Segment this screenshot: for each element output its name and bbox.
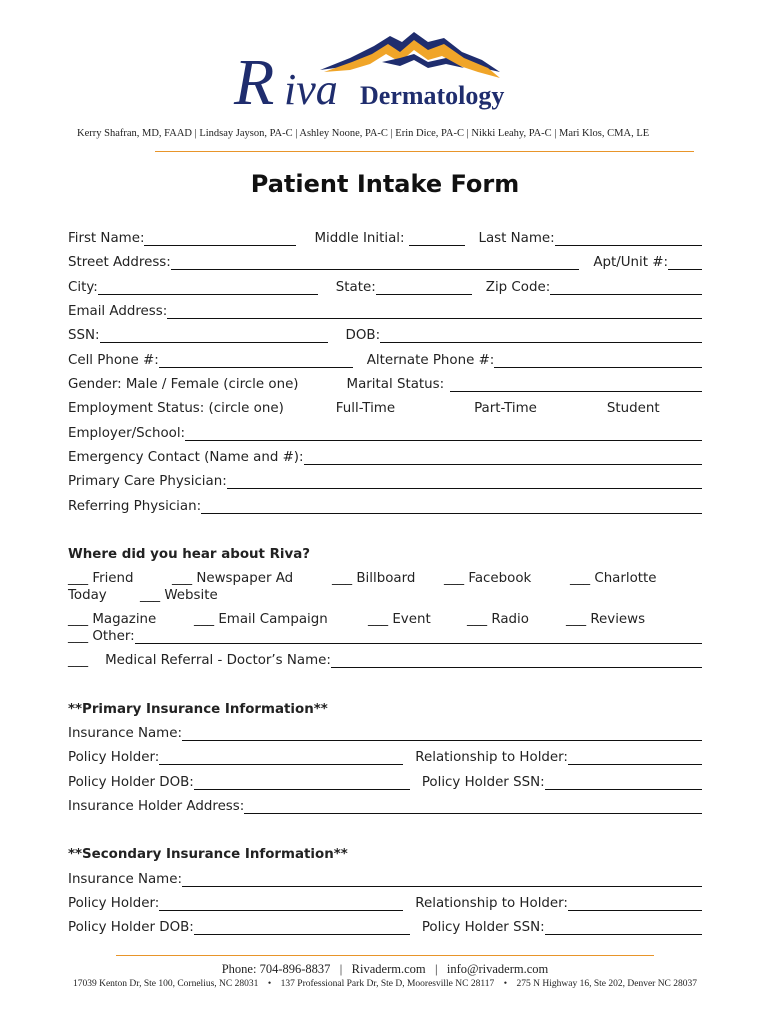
option-radio[interactable]: ___ Radio [467,612,529,627]
referring-row [68,498,702,516]
middle-initial-label: Middle Initial: [314,231,405,246]
secondary-holder-dob-field[interactable] [194,920,410,935]
secondary-holder-ssn-field[interactable] [545,920,702,935]
other-row [68,628,702,646]
primary-holder-dob-label: Policy Holder DOB: [68,775,194,790]
email-field[interactable] [167,304,702,319]
option-magazine[interactable]: ___ Magazine [68,612,157,627]
logo-script-iva: iva [284,65,338,114]
name-row [68,230,702,248]
last-name-field[interactable] [555,231,702,246]
referring-physician-field[interactable] [201,499,702,514]
secondary-holder-dob-row [68,919,702,937]
cell-phone-field[interactable] [159,353,353,368]
primary-policy-holder-row [68,749,702,767]
option-medical-referral[interactable]: ___ Medical Referral - Doctor’s Name: [68,653,331,668]
emergency-contact-label: Emergency Contact (Name and #): [68,450,304,465]
zip-field[interactable] [550,280,702,295]
logo-word: Dermatology [360,81,505,110]
footer-contact: Phone: 704-896-8837 | Rivaderm.com | info@rivaderm.com [221,962,549,976]
part-time-option[interactable]: Part-Time [474,401,537,416]
medical-referral-field[interactable] [331,653,702,668]
secondary-policy-holder-field[interactable] [159,896,403,911]
option-facebook[interactable]: ___ Facebook [444,571,532,586]
secondary-relationship-label: Relationship to Holder: [415,896,568,911]
employment-row [68,400,702,418]
option-email-campaign[interactable]: ___ Email Campaign [194,612,328,627]
primary-policy-holder-label: Policy Holder: [68,750,160,765]
employer-row [68,425,702,443]
ssn-label: SSN: [68,328,100,343]
option-newspaper-ad[interactable]: ___ Newspaper Ad [172,571,294,586]
city-label: City: [68,280,98,295]
footer-divider [116,955,654,956]
employer-school-label: Employer/School: [68,426,186,441]
primary-care-field[interactable] [227,474,702,489]
full-time-option[interactable]: Full-Time [335,401,396,416]
secondary-holder-ssn-label: Policy Holder SSN: [421,920,545,935]
form-title: Patient Intake Form [250,170,520,198]
dob-field[interactable] [380,328,702,343]
secondary-policy-holder-row [68,895,702,913]
secondary-holder-dob-label: Policy Holder DOB: [68,920,194,935]
street-address-label: Street Address: [68,255,171,270]
header-divider [155,151,694,152]
alt-phone-field[interactable] [494,353,702,368]
primary-holder-dob-field[interactable] [194,775,410,790]
option-charlotte-today[interactable]: ___ Charlotte [570,571,657,586]
student-option[interactable]: Student [606,401,660,416]
email-label: Email Address: [68,304,168,319]
primary-holder-address-label: Insurance Holder Address: [68,799,245,814]
email-row [68,303,702,321]
city-field[interactable] [98,280,318,295]
primary-relationship-label: Relationship to Holder: [415,750,568,765]
last-name-label: Last Name: [478,231,555,246]
option-billboard[interactable]: ___ Billboard [332,571,416,586]
gender-label[interactable]: Gender: Male / Female (circle one) [68,377,299,392]
alt-phone-label: Alternate Phone #: [366,353,495,368]
zip-label: Zip Code: [485,280,551,295]
option-website[interactable]: ___ Website [140,588,218,603]
state-label: State: [335,280,376,295]
marital-status-label: Marital Status: [346,377,445,392]
option-charlotte-today-cont: Today [68,588,107,603]
cell-phone-label: Cell Phone #: [68,353,159,368]
primary-insurance-name-label: Insurance Name: [68,726,182,741]
apt-unit-field[interactable] [668,255,702,270]
primary-holder-ssn-field[interactable] [545,775,702,790]
emergency-contact-field[interactable] [304,450,702,465]
footer-addresses: 17039 Kenton Dr, Ste 100, Cornelius, NC 28031 • 137 Professional Park Dr, Ste D, Mooresville NC 28117 • 275 N Highway 16, Ste 202, Denver NC 28037 [72,979,698,989]
ssn-field[interactable] [100,328,328,343]
staff-list [77,127,697,141]
apt-unit-label: Apt/Unit #: [593,255,668,270]
primary-insurance-name-field[interactable] [182,726,702,741]
option-other[interactable]: ___ Other: [68,629,135,644]
phone-row [68,352,702,370]
dob-label: DOB: [345,328,381,343]
secondary-insurance-heading: **Secondary Insurance Information** [68,847,348,862]
middle-initial-field[interactable] [409,231,465,246]
street-address-field[interactable] [171,255,580,270]
primary-insurance-heading: **Primary Insurance Information** [68,702,328,717]
primary-policy-holder-field[interactable] [159,750,403,765]
primary-care-row [68,473,702,491]
primary-holder-dob-row [68,774,702,792]
emergency-row [68,449,702,467]
primary-insurance-name-row [68,725,702,743]
secondary-insurance-name-row [68,871,702,889]
option-event[interactable]: ___ Event [368,612,431,627]
secondary-relationship-field[interactable] [568,896,702,911]
riva-dermatology-logo [232,28,542,126]
mountain-icon [320,32,500,78]
first-name-label: First Name: [68,231,145,246]
staff-names: Kerry Shafran, MD, FAAD | Lindsay Jayson, PA-C | Ashley Noone, PA-C | Erin Dice, PA-C | Nikki Leahy, PA-C | Mari Klos, CMA, LE [77,128,650,139]
state-field[interactable] [376,280,472,295]
hear-about-heading: Where did you hear about Riva? [68,547,311,562]
employer-school-field[interactable] [185,426,702,441]
referring-physician-label: Referring Physician: [68,499,202,514]
first-name-field[interactable] [144,231,296,246]
employment-status-label: Employment Status: (circle one) [68,401,284,416]
logo-script-r: R [234,46,275,119]
other-field[interactable] [135,629,702,644]
city-row [68,279,702,297]
primary-holder-ssn-label: Policy Holder SSN: [421,775,545,790]
option-reviews[interactable]: ___ Reviews [566,612,646,627]
primary-holder-address-row [68,798,702,816]
primary-relationship-field[interactable] [568,750,702,765]
marital-status-field[interactable] [450,377,702,392]
street-row [68,254,702,272]
secondary-insurance-name-field[interactable] [182,872,702,887]
primary-care-label: Primary Care Physician: [68,474,227,489]
ssn-dob-row [68,327,702,345]
option-friend[interactable]: ___ Friend [68,571,134,586]
medical-referral-row [68,652,702,670]
gender-marital-row [68,376,702,394]
primary-holder-address-field[interactable] [244,799,702,814]
secondary-insurance-name-label: Insurance Name: [68,872,182,887]
secondary-policy-holder-label: Policy Holder: [68,896,160,911]
